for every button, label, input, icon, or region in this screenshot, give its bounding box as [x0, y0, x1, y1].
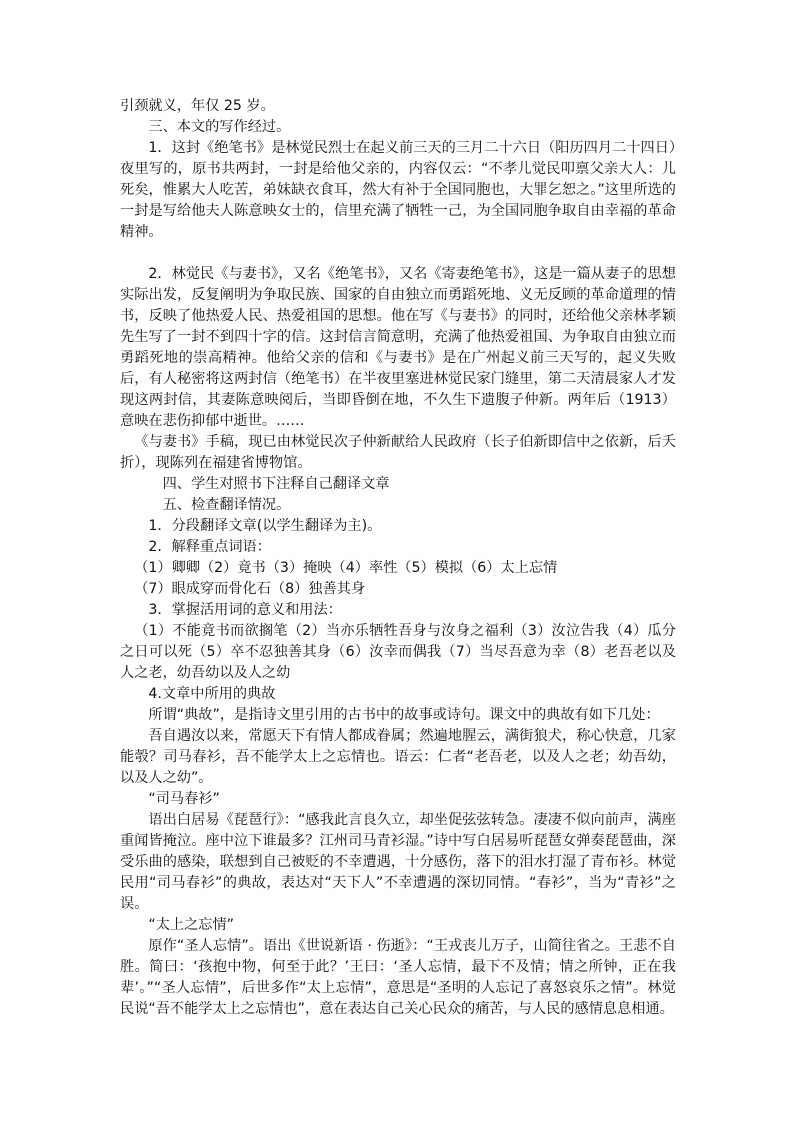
- paragraph: 引颈就义，年仅 25 岁。: [120, 98, 275, 114]
- subheading: “太上之忘情”: [148, 917, 235, 933]
- paragraph: 2．林觉民《与妻书》，又名《绝笔书》，又名《寄妻绝笔书》，这是一篇从妻子的思想实际出发，反复阐明为争取民族、国家的自由独立而勇蹈死地、义无反顾的革命道理的情书，反映了他热爱人民、热爱祖国的思想。他在写《与妻书》的同时，还给他父亲林孝颖先生写了一封不到四十字的信。这封信言简意明，充满了他热爱祖国、为争取自由独立而勇蹈死地的崇高精神。他给父亲的信和《与妻书》是在广州起义前三天写的，起义失败后，有人秘密将这两封信（绝笔书）在半夜里塞进林觉民家门缝里，第二天清晨家人才发现这两封信，其妻陈意映阅后，当即昏倒在地，不久生下遗腹子仲新。两年后（1913）意映在悲伤抑郁中逝世。……: [120, 266, 676, 429]
- paragraph: 原作“圣人忘情”。语出《世说新语 · 伤逝》：“王戎丧儿万子，山简往省之。王悲不自胜。简曰：‘孩抱中物，何至于此？’王曰：‘圣人忘情，最下不及情；情之所钟，正在我辈’。”“圣人忘情”，后世多作“太上忘情”，意思是“圣明的人忘记了喜怒哀乐之情”。林觉民说“吾不能学太上之忘情也”，意在表达自己关心民众的痛苦，与人民的感情息息相通。: [120, 938, 676, 1017]
- word-list: （7）眼成穿而骨化石（8）独善其身: [134, 581, 366, 597]
- section-heading: 四、学生对照书下注释自己翻译文章: [162, 476, 390, 492]
- section-heading: 五、检查翻译情况。: [162, 497, 291, 513]
- paragraph: 所谓“典故”，是指诗文里引用的古书中的故事或诗句。课文中的典故有如下几处：: [148, 707, 660, 723]
- document-body: [120, 96, 676, 1020]
- blank-line: [120, 243, 676, 264]
- list-item: 2．解释重点词语：: [148, 539, 271, 555]
- paragraph: 1．这封《绝笔书》是林觉民烈士在起义前三天的三月二十六日（阳历四月二十四日）夜里写的，原书共两封，一封是给他父亲的，内容仅云：“不孝儿觉民叩禀父亲大人：儿死矣，惟累大人吃苦，弟妹缺衣食耳，然大有补于全国同胞也，大罪乞恕之。”这里所选的一封是写给他夫人陈意映女士的，信里充满了牺牲一己，为全国同胞争取自由幸福的革命精神。: [120, 140, 676, 240]
- word-list: （1）不能竟书而欲搁笔（2）当亦乐牺牲吾身与汝身之福利（3）汝泣告我（4）瓜分之日可以死（5）卒不忍独善其身（6）汝幸而偶我（7）当尽吾意为幸（8）老吾老以及人之老，幼吾幼以及人之幼: [120, 623, 676, 681]
- list-item: 3．掌握活用词的意义和用法：: [148, 602, 342, 618]
- list-item: 1．分段翻译文章(以学生翻译为主)。: [148, 518, 382, 534]
- paragraph: 语出白居易《琵琶行》：“感我此言良久立，却坐促弦弦转急。凄凄不似向前声，满座重闻皆掩泣。座中泣下谁最多？江州司马青衫湿。”诗中写白居易听琵琶女弹奏琵琶曲，深受乐曲的感染，联想到自己被贬的不幸遭遇，十分感伤，落下的泪水打湿了青布衫。林觉民用“司马春衫”的典故，表达对“天下人”不幸遭遇的深切同情。“春衫”，当为“青衫”之误。: [120, 812, 676, 912]
- quote-paragraph: 吾自遇汝以来，常愿天下有情人都成眷属；然遍地腥云，满街狼犬，称心快意，几家能彀？司马春衫，吾不能学太上之忘情也。语云：仁者“老吾老，以及人之老；幼吾幼，以及人之幼”。: [120, 728, 676, 786]
- list-item: 4.文章中所用的典故: [148, 686, 276, 702]
- section-heading: 三、本文的写作经过。: [148, 119, 291, 135]
- paragraph: 《与妻书》手稿，现已由林觉民次子仲新献给人民政府（长子伯新即信中之依新，后夭折），现陈列在福建省博物馆。: [120, 434, 676, 471]
- subheading: “司马春衫”: [148, 791, 220, 807]
- word-list: （1）卿卿（2）竟书（3）掩映（4）率性（5）模拟（6）太上忘情: [134, 560, 558, 576]
